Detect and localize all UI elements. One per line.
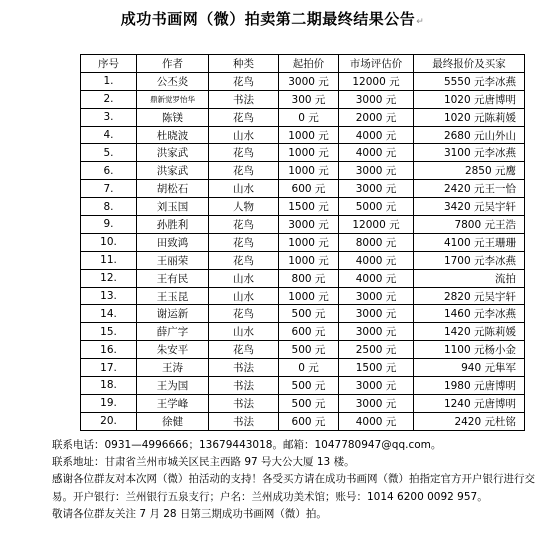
- table-row: [81, 269, 525, 287]
- cell-market-value: 2000 元: [339, 108, 414, 126]
- cell-final-bid: 2420 元杜铭: [414, 412, 525, 430]
- cell-type: 花鸟: [209, 144, 279, 162]
- cell-type: 花鸟: [209, 341, 279, 359]
- cell-start-price: 1000 元: [279, 233, 339, 251]
- cell-market-value: 5000 元: [339, 198, 414, 216]
- table-row: [81, 126, 525, 144]
- cell-market-value: 12000 元: [339, 72, 414, 90]
- header-final-bid: 最终报价及买家: [414, 55, 525, 73]
- cell-author: 杜晓波: [137, 126, 209, 144]
- cell-final-bid: 5550 元李冰燕: [414, 72, 525, 90]
- header-start-price: 起拍价: [279, 55, 339, 73]
- cell-no: 7.: [81, 180, 137, 198]
- table-row: [81, 72, 525, 90]
- cell-final-bid: 1020 元陈莉媛: [414, 108, 525, 126]
- cell-market-value: 3000 元: [339, 323, 414, 341]
- cell-start-price: 500 元: [279, 305, 339, 323]
- cell-author: 孙胜利: [137, 216, 209, 234]
- cell-author: 王为国: [137, 377, 209, 395]
- cell-final-bid: 1980 元唐博明: [414, 377, 525, 395]
- cell-start-price: 3000 元: [279, 216, 339, 234]
- cell-author: 洪家武: [137, 162, 209, 180]
- cell-author: 谢运新: [137, 305, 209, 323]
- cell-author: 王有民: [137, 269, 209, 287]
- cell-author: 王丽荣: [137, 251, 209, 269]
- table-row: [81, 287, 525, 305]
- table-body: [81, 72, 525, 430]
- cell-start-price: 1000 元: [279, 126, 339, 144]
- cell-market-value: 8000 元: [339, 233, 414, 251]
- cell-type: 山水: [209, 323, 279, 341]
- table-row: [81, 144, 525, 162]
- cell-no: 2.: [81, 90, 137, 108]
- cell-final-bid: 1240 元唐博明: [414, 394, 525, 412]
- cell-start-price: 500 元: [279, 394, 339, 412]
- cell-start-price: 800 元: [279, 269, 339, 287]
- thanks-paragraph: 感谢各位群友对本次网（微）拍活动的支持！各受买方请在成功书画网（微）拍指定官方开户银行进行交易。开户银行：兰州银行五泉支行；户名：兰州成功美术馆；账号：1014 6200 0092 957。: [52, 473, 535, 503]
- cell-author: 徐健: [137, 412, 209, 430]
- cell-author: 王玉昆: [137, 287, 209, 305]
- table-row: [81, 233, 525, 251]
- table-header-row: [81, 55, 525, 73]
- cell-market-value: 3000 元: [339, 90, 414, 108]
- cell-start-price: 1000 元: [279, 162, 339, 180]
- table-row: [81, 305, 525, 323]
- cell-no: 1.: [81, 72, 137, 90]
- cell-final-bid: 940 元隼军: [414, 359, 525, 377]
- header-no: 序号: [81, 55, 137, 73]
- cell-author: 陈镁: [137, 108, 209, 126]
- cell-author: 鼎新觉罗怡华: [137, 90, 209, 108]
- cell-no: 14.: [81, 305, 137, 323]
- cell-author: 朱安平: [137, 341, 209, 359]
- table-row: [81, 341, 525, 359]
- cell-start-price: 600 元: [279, 323, 339, 341]
- cell-author: 洪家武: [137, 144, 209, 162]
- paragraph-mark-icon: ↵: [416, 17, 425, 27]
- cell-market-value: 3000 元: [339, 162, 414, 180]
- cell-no: 10.: [81, 233, 137, 251]
- cell-start-price: 0 元: [279, 108, 339, 126]
- cell-final-bid: 1420 元陈莉媛: [414, 323, 525, 341]
- cell-market-value: 12000 元: [339, 216, 414, 234]
- cell-type: 书法: [209, 377, 279, 395]
- cell-no: 19.: [81, 394, 137, 412]
- cell-type: 花鸟: [209, 72, 279, 90]
- table-row: [81, 90, 525, 108]
- header-type: 种类: [209, 55, 279, 73]
- table-row: [81, 359, 525, 377]
- page-title: [0, 8, 545, 29]
- cell-type: 花鸟: [209, 216, 279, 234]
- cell-final-bid: 3100 元李冰燕: [414, 144, 525, 162]
- contact-line: 联系电话：0931—4996666；13679443018。邮箱：1047780947@qq.com。: [52, 439, 442, 451]
- cell-no: 17.: [81, 359, 137, 377]
- cell-author: 王涛: [137, 359, 209, 377]
- cell-start-price: 1000 元: [279, 287, 339, 305]
- cell-market-value: 3000 元: [339, 394, 414, 412]
- cell-market-value: 4000 元: [339, 269, 414, 287]
- cell-type: 花鸟: [209, 233, 279, 251]
- cell-no: 16.: [81, 341, 137, 359]
- header-author: 作者: [137, 55, 209, 73]
- cell-author: 公丕炎: [137, 72, 209, 90]
- cell-author: 王学峰: [137, 394, 209, 412]
- cell-no: 6.: [81, 162, 137, 180]
- cell-type: 人物: [209, 198, 279, 216]
- table-row: [81, 216, 525, 234]
- cell-market-value: 3000 元: [339, 305, 414, 323]
- cell-start-price: 600 元: [279, 180, 339, 198]
- cell-start-price: 1000 元: [279, 144, 339, 162]
- cell-type: 山水: [209, 269, 279, 287]
- table-row: [81, 198, 525, 216]
- cell-start-price: 600 元: [279, 412, 339, 430]
- cell-final-bid: 流拍: [414, 269, 525, 287]
- title-text: 成功书画网（微）拍卖第二期最终结果公告: [120, 10, 416, 28]
- cell-no: 3.: [81, 108, 137, 126]
- cell-market-value: 4000 元: [339, 412, 414, 430]
- table-row: [81, 412, 525, 430]
- cell-final-bid: 2420 元王一恰: [414, 180, 525, 198]
- table-row: [81, 162, 525, 180]
- address-line: 联系地址：甘肃省兰州市城关区民主西路 97 号大公大厦 13 楼。: [52, 456, 355, 469]
- cell-final-bid: 2820 元吴宇轩: [414, 287, 525, 305]
- cell-no: 8.: [81, 198, 137, 216]
- cell-final-bid: 1100 元杨小金: [414, 341, 525, 359]
- cell-final-bid: 4100 元王珊珊: [414, 233, 525, 251]
- notes-section: [52, 437, 542, 523]
- cell-type: 山水: [209, 180, 279, 198]
- cell-final-bid: 2850 元鹰: [414, 162, 525, 180]
- cell-no: 18.: [81, 377, 137, 395]
- header-market-value: 市场评估价: [339, 55, 414, 73]
- cell-market-value: 3000 元: [339, 180, 414, 198]
- cell-market-value: 4000 元: [339, 251, 414, 269]
- cell-type: 书法: [209, 412, 279, 430]
- cell-final-bid: 1020 元唐博明: [414, 90, 525, 108]
- cell-author: 薛广字: [137, 323, 209, 341]
- cell-author: 田致鸿: [137, 233, 209, 251]
- cell-type: 山水: [209, 126, 279, 144]
- cell-no: 9.: [81, 216, 137, 234]
- cell-final-bid: 3420 元吴宇轩: [414, 198, 525, 216]
- cell-no: 15.: [81, 323, 137, 341]
- cell-start-price: 1500 元: [279, 198, 339, 216]
- cell-no: 13.: [81, 287, 137, 305]
- cell-type: 花鸟: [209, 305, 279, 323]
- cell-market-value: 2500 元: [339, 341, 414, 359]
- cell-no: 4.: [81, 126, 137, 144]
- table-row: [81, 108, 525, 126]
- cell-type: 花鸟: [209, 162, 279, 180]
- table-row: [81, 251, 525, 269]
- cell-no: 20.: [81, 412, 137, 430]
- cell-author: 刘玉国: [137, 198, 209, 216]
- cell-no: 11.: [81, 251, 137, 269]
- cell-market-value: 1500 元: [339, 359, 414, 377]
- cell-no: 5.: [81, 144, 137, 162]
- cell-start-price: 1000 元: [279, 251, 339, 269]
- results-table: [80, 54, 525, 431]
- cell-type: 书法: [209, 394, 279, 412]
- cell-type: 花鸟: [209, 251, 279, 269]
- cell-final-bid: 2680 元山外山: [414, 126, 525, 144]
- cell-market-value: 4000 元: [339, 144, 414, 162]
- cell-market-value: 3000 元: [339, 287, 414, 305]
- cell-type: 书法: [209, 90, 279, 108]
- cell-type: 书法: [209, 359, 279, 377]
- cell-final-bid: 1460 元李冰燕: [414, 305, 525, 323]
- cell-start-price: 500 元: [279, 377, 339, 395]
- cell-author: 胡松石: [137, 180, 209, 198]
- cell-start-price: 300 元: [279, 90, 339, 108]
- cell-final-bid: 7800 元王浩: [414, 216, 525, 234]
- table-row: [81, 180, 525, 198]
- cell-no: 12.: [81, 269, 137, 287]
- table-row: [81, 323, 525, 341]
- cell-market-value: 4000 元: [339, 126, 414, 144]
- followup-line: 敬请各位群友关注 7 月 28 日第三期成功书画网（微）拍。: [52, 507, 327, 520]
- cell-market-value: 3000 元: [339, 377, 414, 395]
- cell-final-bid: 1700 元李冰燕: [414, 251, 525, 269]
- table-row: [81, 394, 525, 412]
- table-row: [81, 377, 525, 395]
- cell-start-price: 3000 元: [279, 72, 339, 90]
- cell-start-price: 0 元: [279, 359, 339, 377]
- cell-type: 花鸟: [209, 108, 279, 126]
- cell-start-price: 500 元: [279, 341, 339, 359]
- cell-type: 山水: [209, 287, 279, 305]
